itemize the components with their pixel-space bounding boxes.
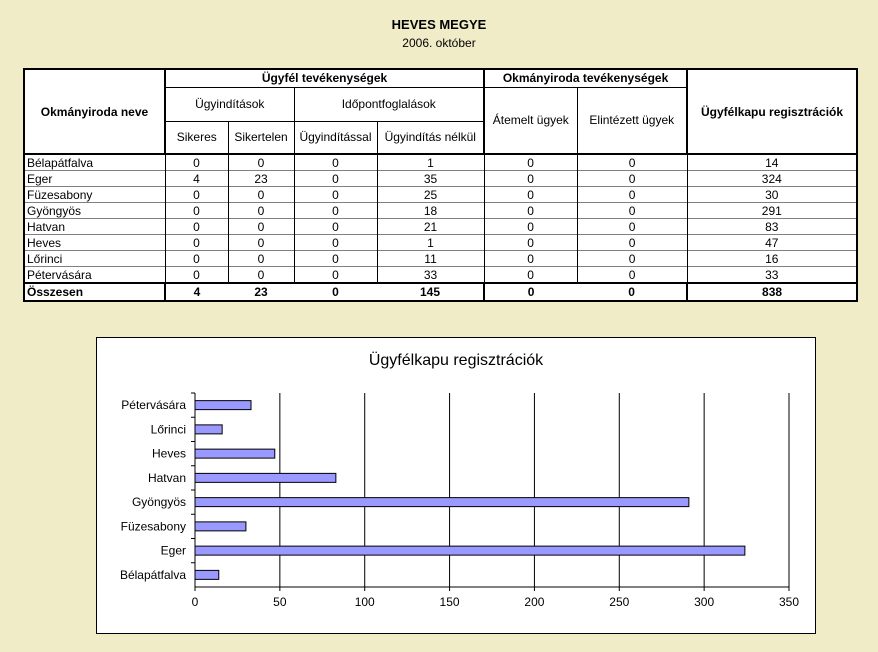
- value-cell: 0: [165, 203, 228, 219]
- value-cell: 0: [577, 171, 687, 187]
- value-cell: 0: [484, 154, 577, 171]
- value-cell: 0: [294, 154, 377, 171]
- office-name-cell: Heves: [24, 235, 165, 251]
- table-row: [24, 187, 857, 203]
- value-cell: 0: [294, 267, 377, 284]
- table-row: [24, 203, 857, 219]
- statistics-table: [23, 68, 858, 302]
- value-cell: 0: [577, 154, 687, 171]
- bar: [195, 425, 222, 434]
- value-cell: 0: [577, 251, 687, 267]
- x-tick-label: 0: [191, 595, 199, 609]
- value-cell: 0: [484, 219, 577, 235]
- office-name-cell: Füzesabony: [24, 187, 165, 203]
- x-tick-label: 50: [273, 595, 287, 609]
- category-label: Bélapátfalva: [119, 567, 186, 582]
- value-cell: 291: [687, 203, 857, 219]
- table-row: [24, 235, 857, 251]
- value-cell: 30: [687, 187, 857, 203]
- office-name-cell: Összesen: [24, 283, 165, 301]
- header-portal-registrations: Ügyfélkapu regisztrációk: [687, 69, 857, 154]
- table-total-row: [24, 283, 857, 301]
- report-subtitle: 2006. október: [402, 36, 476, 50]
- value-cell: 0: [294, 203, 377, 219]
- bar: [195, 401, 251, 410]
- value-cell: 0: [577, 219, 687, 235]
- value-cell: 21: [377, 219, 484, 235]
- value-cell: 0: [484, 187, 577, 203]
- category-label: Hatvan: [147, 470, 186, 485]
- value-cell: 0: [165, 187, 228, 203]
- bar: [195, 449, 275, 458]
- value-cell: 33: [687, 267, 857, 284]
- bar: [195, 570, 219, 579]
- x-tick-label: 100: [354, 595, 375, 609]
- value-cell: 83: [687, 219, 857, 235]
- value-cell: 0: [577, 187, 687, 203]
- value-cell: 0: [294, 219, 377, 235]
- value-cell: 1: [377, 154, 484, 171]
- office-name-cell: Eger: [24, 171, 165, 187]
- value-cell: 35: [377, 171, 484, 187]
- value-cell: 25: [377, 187, 484, 203]
- value-cell: 0: [165, 235, 228, 251]
- category-label: Pétervására: [121, 398, 186, 413]
- value-cell: 0: [484, 267, 577, 284]
- value-cell: 47: [687, 235, 857, 251]
- header-success: Sikeres: [165, 121, 228, 154]
- category-label: Füzesabony: [120, 519, 186, 534]
- office-name-cell: Lőrinci: [24, 251, 165, 267]
- value-cell: 0: [294, 251, 377, 267]
- value-cell: 0: [165, 219, 228, 235]
- value-cell: 0: [228, 251, 294, 267]
- x-tick-label: 350: [778, 595, 800, 609]
- value-cell: 16: [687, 251, 857, 267]
- x-tick-label: 200: [524, 595, 545, 609]
- value-cell: 0: [484, 251, 577, 267]
- category-label: Gyöngyös: [131, 495, 186, 510]
- value-cell: 4: [165, 171, 228, 187]
- x-tick-label: 250: [609, 595, 630, 609]
- header-completed: Elintézett ügyek: [577, 87, 687, 154]
- category-label: Lőrinci: [150, 422, 186, 437]
- value-cell: 0: [484, 203, 577, 219]
- header-case-launches: Ügyindítások: [165, 87, 294, 121]
- office-name-cell: Gyöngyös: [24, 203, 165, 219]
- table-row: [24, 171, 857, 187]
- value-cell: 0: [228, 267, 294, 284]
- value-cell: 33: [377, 267, 484, 284]
- header-with-launch: Ügyindítással: [294, 121, 377, 154]
- value-cell: 1: [377, 235, 484, 251]
- value-cell: 0: [294, 187, 377, 203]
- value-cell: 145: [377, 283, 484, 301]
- value-cell: 23: [228, 283, 294, 301]
- header-office-activities: Okmányiroda tevékenységek: [484, 69, 687, 87]
- category-label: Heves: [151, 446, 186, 461]
- bar: [195, 546, 745, 555]
- category-label: Eger: [160, 543, 186, 558]
- x-tick-label: 300: [694, 595, 715, 609]
- office-name-cell: Pétervására: [24, 267, 165, 284]
- value-cell: 14: [687, 154, 857, 171]
- value-cell: 0: [228, 219, 294, 235]
- office-name-cell: Hatvan: [24, 219, 165, 235]
- value-cell: 0: [165, 154, 228, 171]
- value-cell: 0: [484, 283, 577, 301]
- table-row: [24, 251, 857, 267]
- value-cell: 324: [687, 171, 857, 187]
- header-fail: Sikertelen: [228, 121, 294, 154]
- value-cell: 0: [165, 251, 228, 267]
- office-name-cell: Bélapátfalva: [24, 154, 165, 171]
- value-cell: 838: [687, 283, 857, 301]
- value-cell: 0: [228, 203, 294, 219]
- value-cell: 0: [294, 171, 377, 187]
- value-cell: 0: [484, 235, 577, 251]
- header-without-launch: Ügyindítás nélkül: [377, 121, 484, 154]
- x-tick-label: 150: [439, 595, 460, 609]
- chart-title: Ügyfélkapu regisztrációk: [368, 352, 544, 369]
- header-client-activities: Ügyfél tevékenységek: [165, 69, 484, 87]
- value-cell: 0: [577, 235, 687, 251]
- table-row: [24, 219, 857, 235]
- bar: [195, 498, 689, 507]
- value-cell: 23: [228, 171, 294, 187]
- value-cell: 0: [228, 235, 294, 251]
- bar-chart: [97, 338, 815, 633]
- table-row: [24, 267, 857, 284]
- header-office-name: Okmányiroda neve: [24, 69, 165, 154]
- bar: [195, 522, 246, 531]
- value-cell: 0: [165, 267, 228, 284]
- bar: [195, 473, 336, 482]
- header-transferred: Átemelt ügyek: [484, 87, 577, 154]
- value-cell: 18: [377, 203, 484, 219]
- value-cell: 0: [577, 267, 687, 284]
- chart-panel: [96, 337, 816, 634]
- value-cell: 0: [577, 203, 687, 219]
- value-cell: 0: [228, 187, 294, 203]
- value-cell: 4: [165, 283, 228, 301]
- value-cell: 0: [294, 283, 377, 301]
- value-cell: 0: [228, 154, 294, 171]
- table-row: [24, 154, 857, 171]
- value-cell: 11: [377, 251, 484, 267]
- value-cell: 0: [294, 235, 377, 251]
- value-cell: 0: [484, 171, 577, 187]
- report-title: HEVES MEGYE: [391, 17, 487, 32]
- value-cell: 0: [577, 283, 687, 301]
- header-bookings: Időpontfoglalások: [294, 87, 484, 121]
